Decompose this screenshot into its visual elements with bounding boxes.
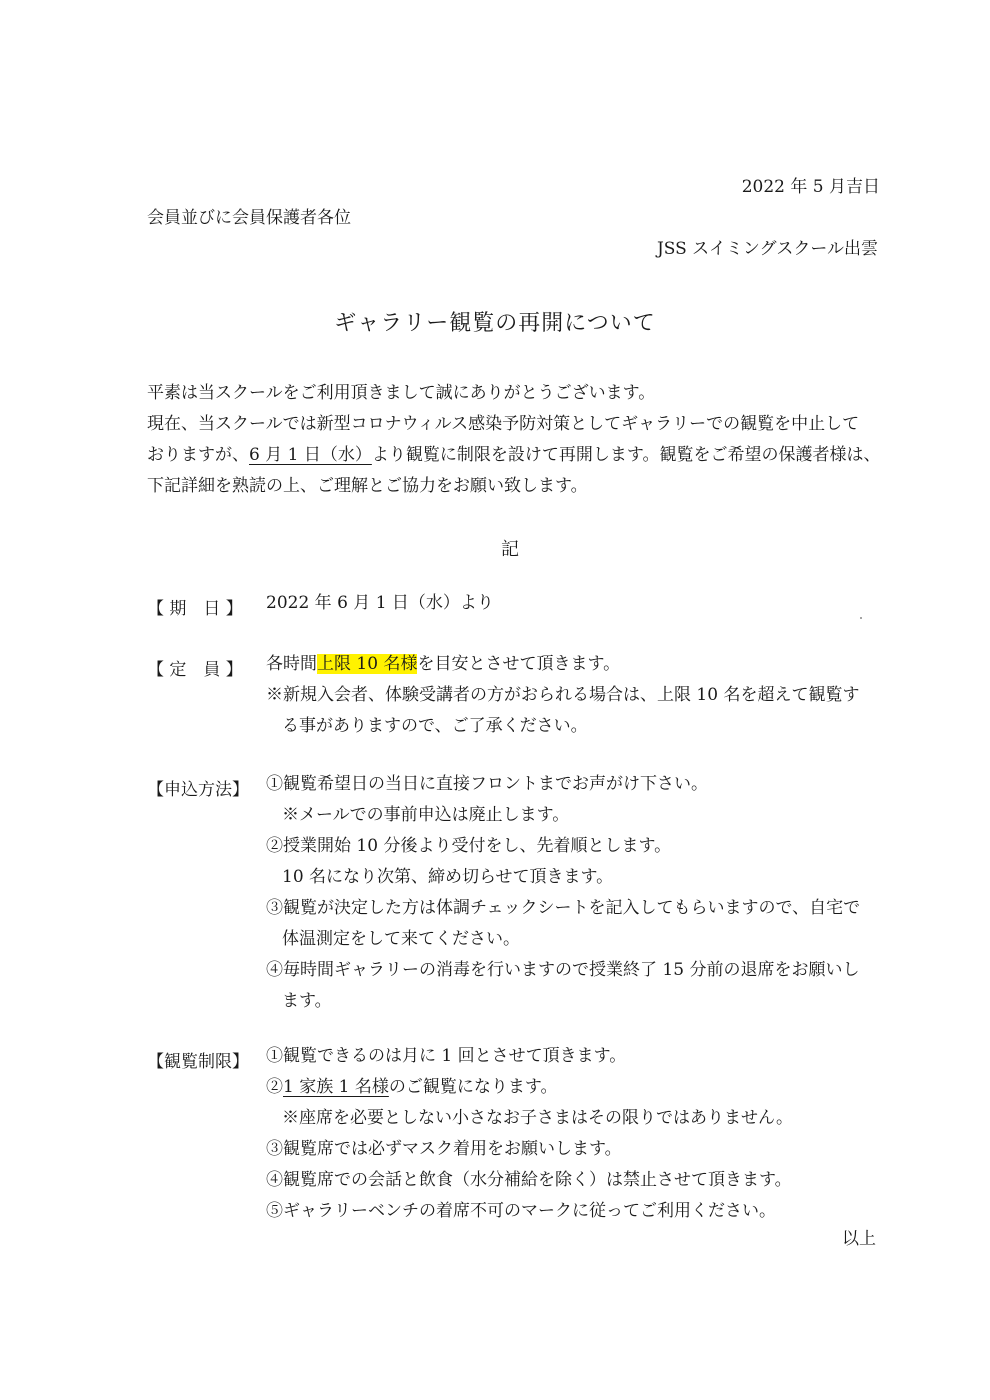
intro-line	[147, 440, 887, 471]
intro-line: 平素は当スクールをご利用頂きまして誠にありがとうございます。	[147, 383, 656, 403]
apply-label: 【申込方法】	[147, 780, 249, 800]
limits-line	[266, 1072, 793, 1103]
limits-line: ③観覧席では必ずマスク着用をお願いします。	[266, 1139, 622, 1159]
document-date: 2022 年 5 月吉日	[741, 177, 880, 197]
period-text: 2022 年 6 月 1 日（水）より	[266, 593, 494, 613]
limits-line: ⑤ギャラリーベンチの着席不可のマークに従ってご利用ください。	[266, 1201, 776, 1221]
apply-line: 体温測定をして来てください。	[282, 929, 520, 949]
intro-paragraph	[147, 378, 887, 502]
ki-heading: 記	[501, 539, 519, 560]
capacity-highlight: 上限 10 名様	[317, 654, 418, 674]
scan-speck	[860, 617, 862, 619]
closing-mark: 以上	[842, 1229, 876, 1249]
limits-line: ①観覧できるのは月に 1 回とさせて頂きます。	[266, 1046, 627, 1066]
sender: JSS スイミングスクール出雲	[656, 239, 878, 259]
recipient: 会員並びに会員保護者各位	[147, 208, 351, 228]
capacity-text: を目安とさせて頂きます。	[417, 654, 621, 674]
capacity-line	[266, 649, 859, 680]
limits-line: ④観覧席での会話と飲食（水分補給を除く）は禁止させて頂きます。	[266, 1170, 792, 1190]
limits-text: のご観覧になります。	[388, 1077, 558, 1097]
limits-text: ②	[266, 1077, 283, 1097]
limits-label: 【観覧制限】	[147, 1052, 249, 1072]
capacity-label: 【 定 員 】	[147, 660, 243, 680]
limits-line: ※座席を必要としない小さなお子さまはその限りではありません。	[282, 1108, 794, 1128]
apply-line: ①観覧希望日の当日に直接フロントまでお声がけ下さい。	[266, 774, 708, 794]
limits-underlined: 1 家族 1 名様	[283, 1077, 389, 1097]
intro-line: 現在、当スクールでは新型コロナウィルス感染予防対策としてギャラリーでの観覧を中止して	[147, 414, 860, 434]
reopen-date-underlined: 6 月 1 日（水）	[249, 445, 372, 465]
period-label: 【 期 日 】	[147, 599, 243, 619]
capacity-body	[266, 649, 859, 742]
apply-line: 10 名になり次第、締め切らせて頂きます。	[282, 867, 614, 887]
capacity-note: ※新規入会者、体験受講者の方がおられる場合は、上限 10 名を超えて観覧す	[266, 685, 860, 705]
intro-text: より観覧に制限を設けて再開します。観覧をご希望の保護者様は、	[371, 445, 881, 465]
apply-line: ②授業開始 10 分後より受付をし、先着順とします。	[266, 836, 672, 856]
apply-line: ④毎時間ギャラリーの消毒を行いますので授業終了 15 分前の退席をお願いし	[266, 960, 860, 980]
apply-line: ③観覧が決定した方は体調チェックシートを記入してもらいますので、自宅で	[266, 898, 861, 918]
capacity-text: 各時間	[266, 654, 317, 674]
period-body	[266, 588, 494, 619]
intro-text: おりますが、	[147, 445, 249, 465]
capacity-note: る事がありますので、ご了承ください。	[282, 716, 588, 736]
limits-body	[266, 1041, 793, 1227]
intro-line: 下記詳細を熟読の上、ご理解とご協力をお願い致します。	[147, 476, 588, 496]
apply-body	[266, 769, 860, 1017]
apply-line: ※メールでの事前申込は廃止します。	[282, 805, 570, 825]
document-title: ギャラリー観覧の再開について	[334, 311, 656, 336]
apply-line: ます。	[282, 991, 332, 1011]
